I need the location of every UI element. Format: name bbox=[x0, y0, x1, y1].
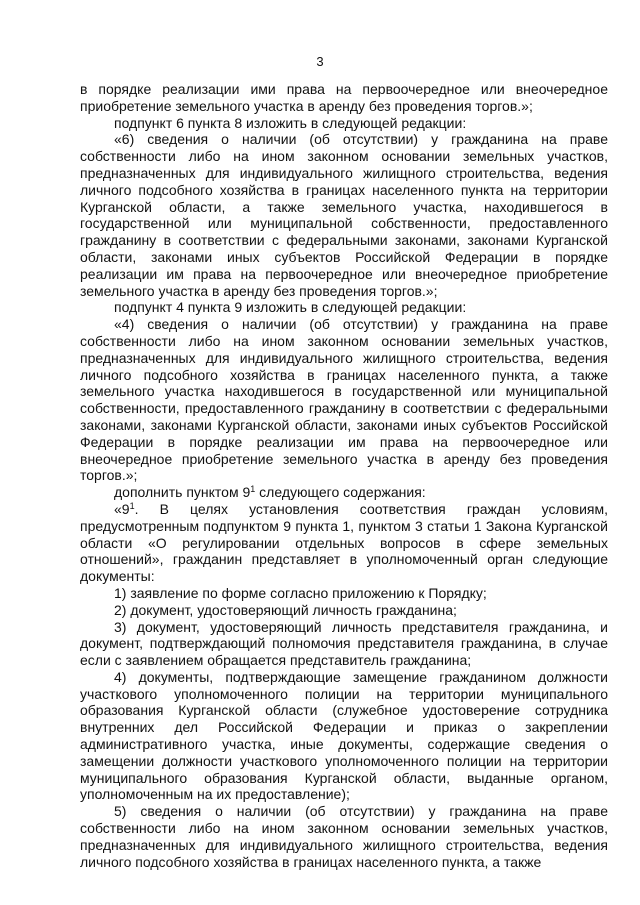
list-item: 2) документ, удостоверяющий личность гражданина; bbox=[114, 601, 457, 618]
paragraph-text: дополнить пунктом 9 bbox=[114, 484, 251, 501]
paragraph: «6) сведения о наличии (об отсутствии) у гражданина на праве собственности либо на ином законном основании земельных участков, предназначенных для индивидуального жилищного строительства, ведения личного подсобного хозяйства в границах населенного пункта на территории Курганской области, а также земельного участка, находившегося в государственной или муниципальной собственности, предоставленного гражданину в соответствии с федеральными законами, законами Курганской области, законами иных субъектов Российской Федерации в порядке реализации им права на первоочередное или внеочередное приобретение земельного участка в аренду без проведения торгов.»; bbox=[80, 131, 608, 299]
page-number: 3 bbox=[316, 54, 324, 69]
paragraph: «4) сведения о наличии (об отсутствии) у гражданина на праве собственности либо на ином законном основании земельных участков, предназначенных для индивидуального жилищного строительства, ведения личного подсобного хозяйства в границах населенного пункта, а также земельного участка находившегося в государственной или муниципальной собственности, предоставленного гражданину в соответствии с федеральными законами, законами Курганской области, законами иных субъектов Российской Федерации в порядке реализации им права на первоочередное или внеочередное приобретение земельного участка в аренду без проведения торгов.»; bbox=[80, 316, 608, 484]
paragraph: подпункт 6 пункта 8 изложить в следующей редакции: bbox=[114, 114, 467, 131]
paragraph bbox=[80, 484, 608, 501]
paragraph bbox=[80, 501, 608, 585]
paragraph-text: следующего содержания: bbox=[255, 484, 426, 501]
superscript: 1 bbox=[129, 500, 135, 511]
list-item: 4) документы, подтверждающие замещение гражданином должности участкового уполномоченного полиции на территории муниципального образования Курганской области (служебное удостоверение сотрудника внутренних дел Российской Федерации и приказ о закреплении административного участка, иные документы, содержащие сведения о замещении должности участкового уполномоченного полиции на территории муниципального образования Курганской области, выданные органом, уполномоченным на их предоставление); bbox=[80, 668, 608, 803]
paragraph: подпункт 4 пункта 9 изложить в следующей редакции: bbox=[114, 299, 467, 316]
list-item: 5) сведения о наличии (об отсутствии) у гражданина на праве собственности либо на ином законном основании земельных участков, предназначенных для индивидуального жилищного строительства, ведения личного подсобного хозяйства в границах населенного пункта, а также bbox=[80, 803, 608, 870]
paragraph-text: . В целях установления соответствия граждан условиям, предусмотренным подпунктом 9 пункта 1, пунктом 3 статьи 1 Закона Курганской области «О регулировании отдельных вопросов в сфере земельных отношений», гражданин представляет в уполномоченный орган следующие документы: bbox=[80, 500, 608, 585]
superscript: 1 bbox=[250, 484, 256, 495]
document-body bbox=[80, 81, 608, 870]
list-item: 1) заявление по форме согласно приложению к Порядку; bbox=[114, 584, 487, 601]
paragraph-text: «9 bbox=[114, 500, 130, 517]
list-item: 3) документ, удостоверяющий личность представителя гражданина, и документ, подтверждающий полномочия представителя гражданина, в случае если с заявлением обращается представитель гражданина; bbox=[80, 618, 608, 669]
paragraph: в порядке реализации ими права на первоочередное или внеочередное приобретение земельного участка в аренду без проведения торгов.»; bbox=[80, 81, 608, 114]
